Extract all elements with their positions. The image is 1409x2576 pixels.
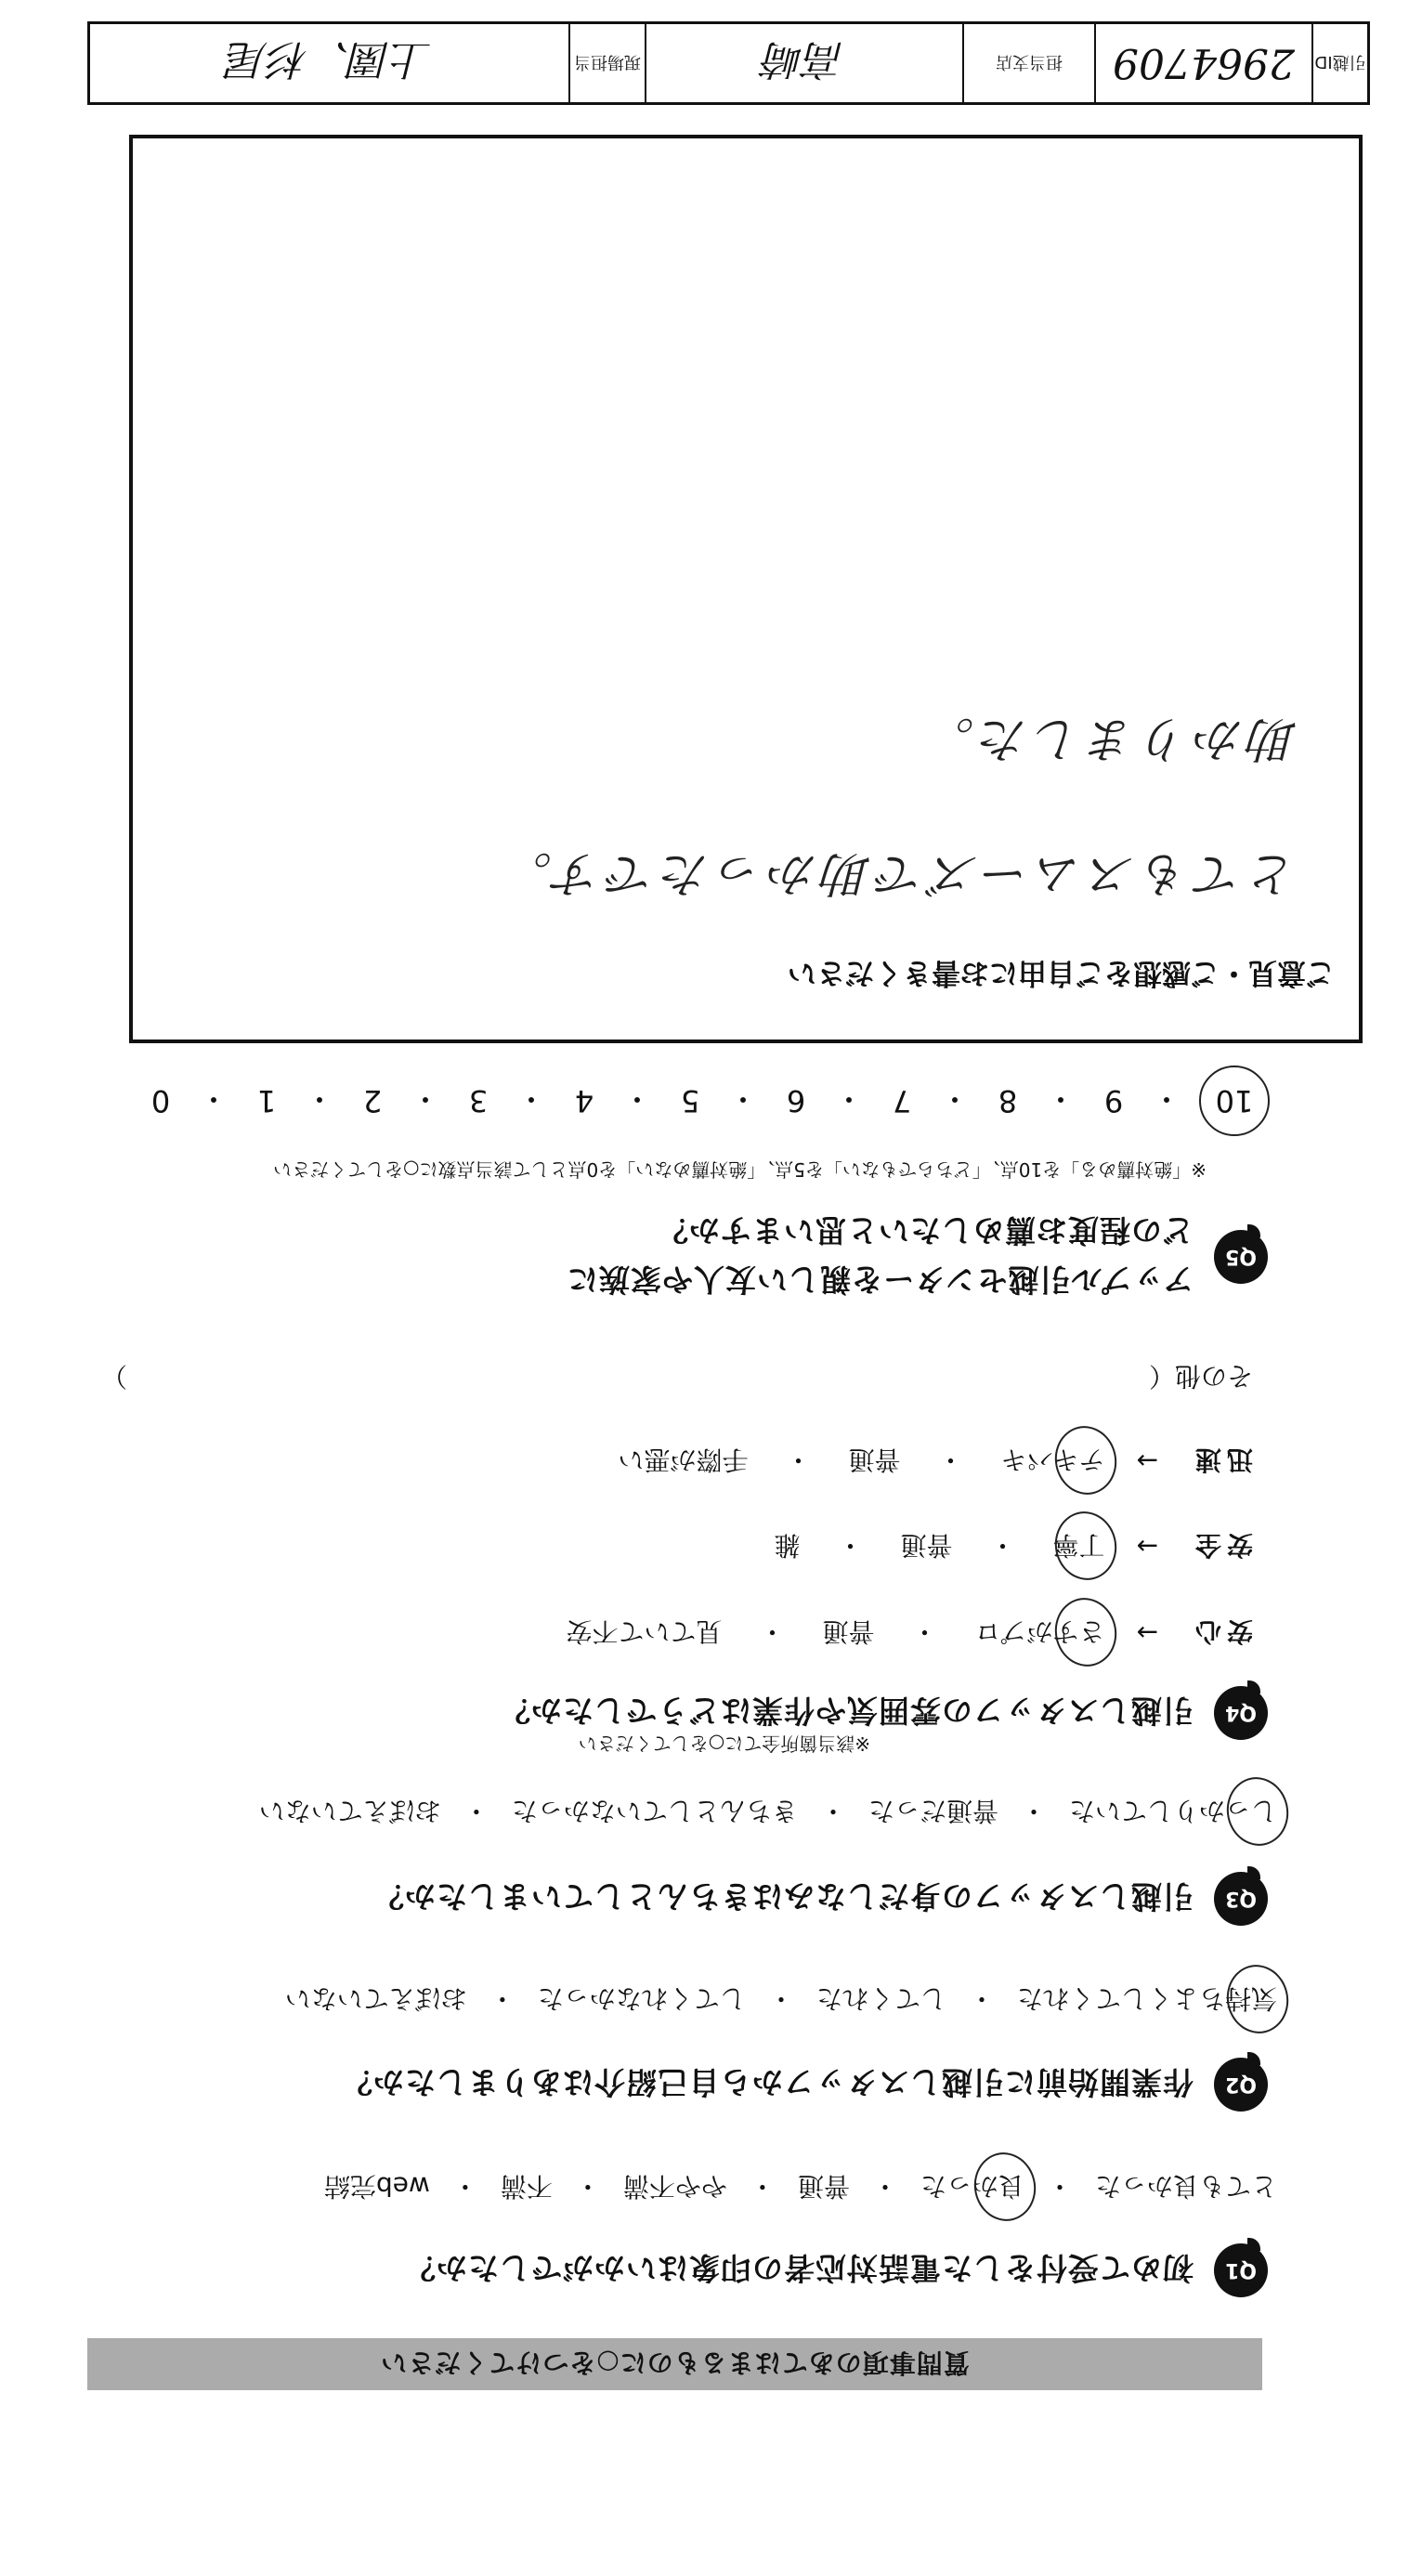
q5-note: ※「絶対薦める」を10点、「どちらでもない」を5点、「絶対薦めない」を0点として該当点数に○をしてください — [273, 1158, 1207, 1181]
branch-label: 担当支店 — [996, 52, 1063, 72]
q3-option-4[interactable]: おぼえていない — [258, 1796, 441, 1826]
q4-anzen-option-2[interactable]: 普通 — [900, 1530, 953, 1561]
score-9[interactable]: 9 — [1103, 1083, 1124, 1118]
q1-options: とても良かった ・ 良かった ・ 普通 ・ やや不満 ・ 不満 ・ web完結 — [324, 2169, 1277, 2206]
q4-badge: Q4 — [1214, 1686, 1268, 1740]
q5-text-line2: どの程度お薦めしたいと思いますか？ — [657, 1212, 1194, 1249]
leader-value: 上園、杉尾 — [227, 35, 432, 83]
score-1[interactable]: 1 — [256, 1083, 277, 1118]
q1-option-5[interactable]: 不満 — [500, 2171, 553, 2202]
score-0[interactable]: 0 — [150, 1083, 171, 1118]
q2-option-3[interactable]: してくれなかった — [537, 1983, 746, 2014]
score-2[interactable]: 2 — [362, 1083, 383, 1118]
q4-other-close: ） — [101, 1361, 128, 1392]
score-4[interactable]: 4 — [574, 1083, 594, 1118]
score-10-selected[interactable]: 10 — [1199, 1066, 1270, 1136]
q5-text-line1: アップル引越センターを親しい友人や家族に — [566, 1262, 1194, 1298]
leader-label: 現場担当 — [574, 52, 641, 72]
q1-text: 初めて受付をした電話対応者の印象はいかがでしたか？ — [404, 2250, 1194, 2287]
q2-option-1-selected[interactable]: 気持ちよくしてくれた — [1017, 1981, 1277, 2019]
branch-value: 高崎 — [763, 35, 845, 83]
comment-title: ご意見・ご感想をご自由にお書きください — [788, 956, 1335, 989]
branch-label-cell — [962, 24, 1094, 102]
leader-value-cell — [90, 24, 568, 102]
arrow-icon: → — [1136, 1531, 1158, 1563]
q4-jinsoku-option-3[interactable]: 手際が悪い — [618, 1445, 749, 1475]
q3-option-2[interactable]: 普通だった — [868, 1796, 998, 1826]
q3-options: しっかりしていた ・ 普通だった ・ きちんとしていなかった ・ おぼえていない — [259, 1794, 1277, 1831]
q4-jinsoku-option-2[interactable]: 普通 — [848, 1445, 901, 1475]
q2-badge: Q2 — [1214, 2058, 1268, 2112]
q4-anzen-option-1-selected[interactable]: 丁寧 — [1053, 1528, 1105, 1565]
q5-text-block — [567, 1210, 1194, 1303]
q2-option-4[interactable]: おぼえていない — [284, 1983, 467, 2014]
q4-text: 引越しスタッフの雰囲気や作業はどうでしたか？ — [499, 1693, 1194, 1730]
staff-info-table — [87, 21, 1370, 105]
question-q2 — [341, 2058, 1268, 2112]
move-id-label: 引越ID — [1314, 52, 1366, 72]
q4-category-anzen: 安全 → 丁寧 ・ 普通 ・ 雑 — [774, 1528, 1253, 1565]
q1-option-2-selected[interactable]: 良かった — [920, 2169, 1024, 2206]
q1-option-1[interactable]: とても良かった — [1094, 2171, 1277, 2202]
q5-badge: Q5 — [1214, 1230, 1268, 1284]
q2-text: 作業開始前に引越しスタッフから自己紹介はありましたか？ — [341, 2064, 1194, 2101]
q3-badge: Q3 — [1214, 1872, 1268, 1926]
q4-jinsoku-option-1-selected[interactable]: テキパキ — [1001, 1443, 1105, 1480]
q4-category-name: 迅速 — [1189, 1445, 1253, 1475]
q4-category-jinsoku: 迅速 → テキパキ ・ 普通 ・ 手際が悪い — [618, 1443, 1253, 1480]
score-6[interactable]: 6 — [786, 1083, 806, 1118]
score-7[interactable]: 7 — [892, 1083, 912, 1118]
comment-handwritten-line1: とてもスムーズで助かったです。 — [498, 845, 1298, 901]
q2-option-2[interactable]: してくれた — [815, 1983, 946, 2014]
q4-anshin-option-3[interactable]: 見ていて不安 — [566, 1616, 723, 1647]
q5-score-row: 10 ・ 9 ・ 8 ・ 7 ・ 6 ・ 5 ・ 4 ・ 3 ・ 2 ・ 1 ・ 0 — [140, 1066, 1270, 1136]
branch-value-cell — [645, 24, 962, 102]
q3-text: 引越しスタッフの身だしなみはきちんとしていましたか？ — [372, 1878, 1194, 1916]
q4-category-anshin: 安心 → さすがプロ ・ 普通 ・ 見ていて不安 — [566, 1615, 1253, 1652]
q1-option-6[interactable]: web完結 — [323, 2171, 430, 2202]
question-q3 — [372, 1872, 1268, 1926]
move-id-label-cell — [1311, 24, 1367, 102]
q4-note: ※該当箇所全てに○をしてください — [578, 1733, 870, 1755]
score-5[interactable]: 5 — [680, 1083, 700, 1118]
move-id-value: 2964709 — [1113, 39, 1295, 87]
q4-anshin-option-1-selected[interactable]: さすがプロ — [975, 1615, 1105, 1652]
question-q5 — [567, 1210, 1268, 1303]
q4-other-row — [101, 1359, 1253, 1396]
q1-badge: Q1 — [1214, 2243, 1268, 2297]
comment-handwritten-line2: 助かりました。 — [920, 711, 1298, 766]
q3-option-1-selected[interactable]: しっかりしていた — [1069, 1794, 1277, 1831]
score-3[interactable]: 3 — [468, 1083, 489, 1118]
instruction-band — [87, 2338, 1262, 2390]
q4-anzen-option-3[interactable]: 雑 — [774, 1530, 801, 1561]
q1-option-4[interactable]: やや不満 — [622, 2171, 727, 2202]
q3-option-3[interactable]: きちんとしていなかった — [511, 1796, 798, 1826]
q4-category-name: 安心 — [1189, 1616, 1253, 1647]
q4-category-name: 安全 — [1189, 1530, 1253, 1561]
move-id-value-cell — [1094, 24, 1311, 102]
q4-anshin-option-2[interactable]: 普通 — [822, 1616, 875, 1647]
instruction-text: 質問事項のあてはまるものに○をつけてください — [380, 2347, 970, 2378]
score-8[interactable]: 8 — [998, 1083, 1018, 1118]
q1-option-3[interactable]: 普通 — [797, 2171, 850, 2202]
leader-label-cell — [568, 24, 645, 102]
arrow-icon: → — [1136, 1617, 1158, 1649]
q4-other-label: その他（ — [1148, 1361, 1253, 1392]
question-q1 — [404, 2243, 1268, 2297]
q2-options: 気持ちよくしてくれた ・ してくれた ・ してくれなかった ・ おぼえていない — [285, 1981, 1277, 2019]
arrow-icon: → — [1136, 1445, 1158, 1477]
